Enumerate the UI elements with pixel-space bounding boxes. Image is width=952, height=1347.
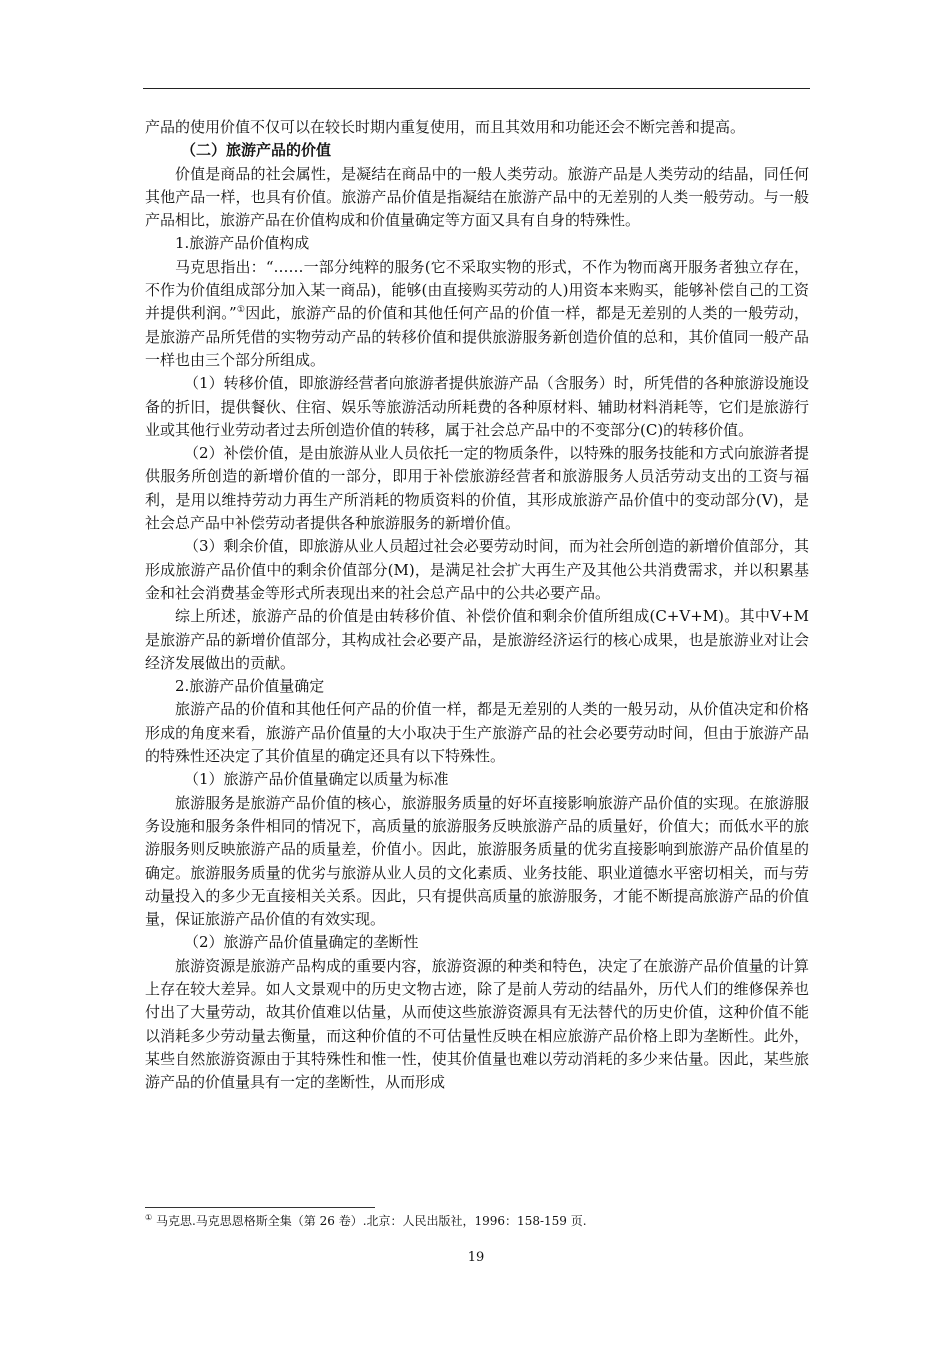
list-item: （1）转移价值，即旅游经营者向旅游者提供旅游产品（含服务）时，所凭借的各种旅游设施设备的折旧，提供餐伙、住宿、娱乐等旅游活动所耗费的各种原材料、辅助材料消耗等，它们是旅游行业或其他行业劳动者过去所创造价值的转移，属于社会总产品中的不变部分(C)的转移价值。 <box>145 374 809 439</box>
paragraph: 旅游服务是旅游产品价值的核心，旅游服务质量的好坏直接影响旅游产品价值的实现。在旅游服务设施和服务条件相同的情况下，高质量的旅游服务反映旅游产品的质量好，价值大；而低水平的旅游服务则反映旅游产品的质量差，价值小。因此，旅游服务质量的优劣直接影响到旅游产品价值星的确定。旅游服务质量的优劣与旅游从业人员的文化素质、业务技能、职业道德水平密切相关，而与劳动量投入的多少无直接相关关系。因此，只有提供高质量的旅游服务，才能不断提高旅游产品的价值量，保证旅游产品价值的有效实现。 <box>145 793 809 929</box>
quote-text: 马克思指出：“……一部分纯粹的服务(它不采取实物的形式，不作为物而离开服务者独立存在，不作为价值组成部分加入某一商品)，能够(由直接购买劳动的人)用资本来购买，能够补偿自己的工资并提供利润。” <box>145 257 809 323</box>
list-item: （2）补偿价值，是由旅游从业人员依托一定的物质条件，以特殊的服务技能和方式向旅游者提供服务所创造的新增价值的一部分，即用于补偿旅游经营者和旅游服务人员活劳动支出的工资与福利，是用以维持劳动力再生产所消耗的物质资料的价值，其形成旅游产品价值中的变动部分(V)，是社会总产品中补偿劳动者提供各种旅游服务的新增价值。 <box>145 444 809 533</box>
footnote-marker: ① <box>145 1213 153 1222</box>
header-rule <box>143 88 810 89</box>
page-body <box>145 116 809 1094</box>
paragraph: 旅游资源是旅游产品构成的重要内容，旅游资源的种类和特色，决定了在旅游产品价值量的计算上存在较大差异。如人文景观中的历史文物古迹，除了是前人劳动的结晶外，历代人们的维修保养也付出了大量劳动，故其价值难以估量，从而使这些旅游资源具有无法替代的历史价值，这种价值不能以消耗多少劳动量去衡量，而这种价值的不可估量性反映在相应旅游产品价格上即为垄断性。此外，某些自然旅游资源由于其特殊性和惟一性，使其价值量也难以劳动消耗的多少来估量。因此，某些旅游产品的价值量具有一定的垄断性，从而形成 <box>145 956 809 1092</box>
footnote <box>145 1212 809 1230</box>
footnote-ref: ① <box>236 305 246 316</box>
subheading: 2.旅游产品价值量确定 <box>175 677 325 696</box>
footnote-text: 马克思.马克思恩格斯全集（第 26 卷）.北京：人民出版社，1996：158-159 页. <box>152 1214 587 1228</box>
paragraph-continuation: 产品的使用价值不仅可以在较长时期内重复使用，而且其效用和功能还会不断完善和提高。 <box>145 118 746 136</box>
paragraph: 综上所述，旅游产品的价值是由转移价值、补偿价值和剩余价值所组成(C+V+M)。其中V+M是旅游产品的新增价值部分，其构成社会必要产品，是旅游经济运行的核心成果，也是旅游业对让会经济发展做出的贡献。 <box>145 607 809 672</box>
subheading: （2）旅游产品价值量确定的垄断性 <box>184 933 419 952</box>
page-number: 19 <box>467 1250 485 1265</box>
subheading: 1.旅游产品价值构成 <box>175 234 310 253</box>
paragraph-text: 因此，旅游产品的价值和其他任何产品的价值一样，都是无差别的人类的一般劳动，是旅游产品所凭借的实物劳动产品的转移价值和提供旅游服务新创造价值的总和，其价值同一般产品一样也由三个部分所组成。 <box>145 304 809 369</box>
section-heading: （二）旅游产品的价值 <box>181 141 332 160</box>
paragraph-with-citation <box>145 256 809 372</box>
list-item: （3）剩余价值，即旅游从业人员超过社会必要劳动时间，而为社会所创造的新增价值部分，其形成旅游产品价值中的剩余价值部分(M)，是满足社会扩大再生产及其他公共消费需求，并以积累基金和社会消费基金等形式所表现出来的社会总产品中的公共必要产品。 <box>145 537 809 602</box>
footnote-rule <box>145 1207 375 1208</box>
paragraph: 旅游产品的价值和其他任何产品的价值一样，都是无差别的人类的一般另动，从价值决定和价格形成的角度来看，旅游产品价值量的大小取决于生产旅游产品的社会必要劳动时间，但由于旅游产品的特殊性还决定了其价值星的确定还具有以下特殊性。 <box>145 700 809 766</box>
subheading: （1）旅游产品价值量确定以质量为标准 <box>184 770 449 789</box>
paragraph: 价值是商品的社会属性，是凝结在商品中的一般人类劳动。旅游产品是人类劳动的结晶，同任何其他产品一样，也具有价值。旅游产品价值是指凝结在旅游产品中的无差别的人类一般劳动。与一般产品相比，旅游产品在价值构成和价值量确定等方面又具有自身的特殊性。 <box>145 164 809 230</box>
